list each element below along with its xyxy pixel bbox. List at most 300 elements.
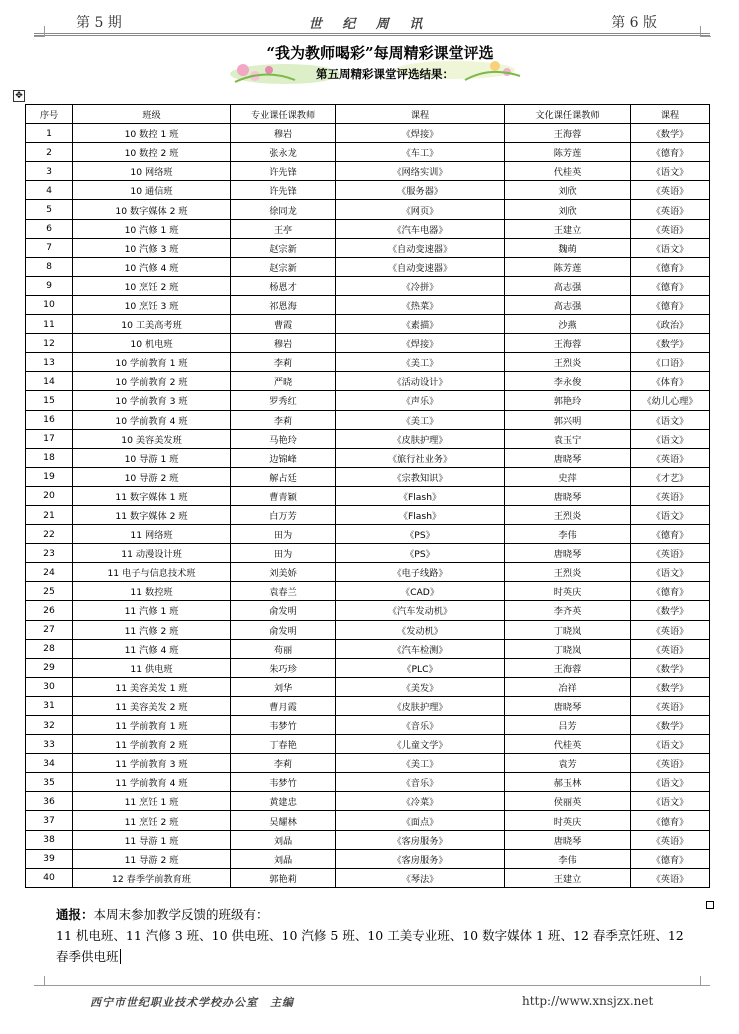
major-course-cell: 《自动变速器》 bbox=[336, 257, 505, 276]
culture-course-cell: 《口语》 bbox=[631, 353, 710, 372]
major-teacher-cell: 罗秀红 bbox=[231, 391, 336, 410]
major-course-cell: 《焊接》 bbox=[336, 124, 505, 143]
major-teacher-cell: 马艳玲 bbox=[231, 429, 336, 448]
major-course-cell: 《PLC》 bbox=[336, 658, 505, 677]
row-number-cell: 17 bbox=[26, 429, 73, 448]
class-name-cell: 11 烹饪 2 班 bbox=[73, 811, 231, 830]
major-teacher-cell: 俞发明 bbox=[231, 620, 336, 639]
row-number-cell: 26 bbox=[26, 601, 73, 620]
culture-teacher-cell: 袁玉宁 bbox=[505, 429, 631, 448]
major-teacher-cell: 许先锋 bbox=[231, 162, 336, 181]
culture-course-cell: 《德育》 bbox=[631, 849, 710, 868]
major-teacher-cell: 曹月霞 bbox=[231, 696, 336, 715]
notice-intro: 本周末参加教学反馈的班级有： bbox=[93, 907, 269, 922]
major-course-cell: 《皮肤护理》 bbox=[336, 696, 505, 715]
culture-course-cell: 《数学》 bbox=[631, 124, 710, 143]
major-course-cell: 《汽车检测》 bbox=[336, 639, 505, 658]
table-header-row bbox=[26, 105, 710, 124]
corner-mark-top-left bbox=[34, 26, 45, 37]
major-course-cell: 《热菜》 bbox=[336, 295, 505, 314]
culture-course-cell: 《德育》 bbox=[631, 811, 710, 830]
column-header-number: 序号 bbox=[26, 105, 73, 124]
culture-teacher-cell: 魏萌 bbox=[505, 238, 631, 257]
row-number-cell: 36 bbox=[26, 792, 73, 811]
table-row bbox=[26, 486, 710, 505]
class-name-cell: 10 汽修 4 班 bbox=[73, 257, 231, 276]
class-name-cell: 10 通信班 bbox=[73, 181, 231, 200]
major-teacher-cell: 刘美娇 bbox=[231, 563, 336, 582]
class-name-cell: 11 学前教育 2 班 bbox=[73, 735, 231, 754]
major-course-cell: 《美工》 bbox=[336, 353, 505, 372]
major-course-cell: 《旅行社业务》 bbox=[336, 448, 505, 467]
major-teacher-cell: 许先锋 bbox=[231, 181, 336, 200]
class-name-cell: 11 数字媒体 2 班 bbox=[73, 505, 231, 524]
table-row bbox=[26, 735, 710, 754]
row-number-cell: 39 bbox=[26, 849, 73, 868]
major-course-cell: 《儿童文学》 bbox=[336, 735, 505, 754]
major-course-cell: 《音乐》 bbox=[336, 773, 505, 792]
row-number-cell: 30 bbox=[26, 677, 73, 696]
culture-teacher-cell: 王烈炎 bbox=[505, 353, 631, 372]
culture-teacher-cell: 王烈炎 bbox=[505, 505, 631, 524]
culture-course-cell: 《语文》 bbox=[631, 162, 710, 181]
class-name-cell: 11 美容美发 2 班 bbox=[73, 696, 231, 715]
table-move-handle-icon[interactable]: ✥ bbox=[13, 90, 25, 102]
row-number-cell: 9 bbox=[26, 276, 73, 295]
class-name-cell: 10 数控 1 班 bbox=[73, 124, 231, 143]
row-number-cell: 31 bbox=[26, 696, 73, 715]
major-teacher-cell: 杨恩才 bbox=[231, 276, 336, 295]
table-row bbox=[26, 849, 710, 868]
major-course-cell: 《素描》 bbox=[336, 315, 505, 334]
column-header-culture-teacher: 文化课任课教师 bbox=[505, 105, 631, 124]
row-number-cell: 12 bbox=[26, 334, 73, 353]
culture-teacher-cell: 时英庆 bbox=[505, 582, 631, 601]
row-number-cell: 11 bbox=[26, 315, 73, 334]
culture-teacher-cell: 唐晓琴 bbox=[505, 486, 631, 505]
class-name-cell: 10 烹饪 2 班 bbox=[73, 276, 231, 295]
culture-teacher-cell: 李永俊 bbox=[505, 372, 631, 391]
culture-course-cell: 《英语》 bbox=[631, 868, 710, 887]
major-course-cell: 《PS》 bbox=[336, 525, 505, 544]
culture-teacher-cell: 唐晓琴 bbox=[505, 544, 631, 563]
major-teacher-cell: 刘晶 bbox=[231, 849, 336, 868]
table-row bbox=[26, 830, 710, 849]
culture-course-cell: 《语文》 bbox=[631, 792, 710, 811]
culture-teacher-cell: 刘欣 bbox=[505, 200, 631, 219]
notice-label: 通报： bbox=[56, 907, 94, 922]
major-course-cell: 《Flash》 bbox=[336, 505, 505, 524]
row-number-cell: 29 bbox=[26, 658, 73, 677]
row-number-cell: 33 bbox=[26, 735, 73, 754]
table-row bbox=[26, 353, 710, 372]
row-number-cell: 14 bbox=[26, 372, 73, 391]
major-course-cell: 《客房服务》 bbox=[336, 849, 505, 868]
major-teacher-cell: 田为 bbox=[231, 525, 336, 544]
class-name-cell: 11 美容美发 1 班 bbox=[73, 677, 231, 696]
major-teacher-cell: 严晓 bbox=[231, 372, 336, 391]
culture-teacher-cell: 唐晓琴 bbox=[505, 696, 631, 715]
major-course-cell: 《服务器》 bbox=[336, 181, 505, 200]
major-teacher-cell: 朱巧珍 bbox=[231, 658, 336, 677]
table-row bbox=[26, 143, 710, 162]
major-course-cell: 《车工》 bbox=[336, 143, 505, 162]
major-course-cell: 《焊接》 bbox=[336, 334, 505, 353]
table-row bbox=[26, 334, 710, 353]
culture-course-cell: 《德育》 bbox=[631, 276, 710, 295]
culture-teacher-cell: 侯丽英 bbox=[505, 792, 631, 811]
column-header-class: 班级 bbox=[73, 105, 231, 124]
major-teacher-cell: 黄建忠 bbox=[231, 792, 336, 811]
culture-course-cell: 《数学》 bbox=[631, 658, 710, 677]
row-number-cell: 20 bbox=[26, 486, 73, 505]
class-name-cell: 12 春季学前教育班 bbox=[73, 868, 231, 887]
major-course-cell: 《汽车发动机》 bbox=[336, 601, 505, 620]
major-teacher-cell: 解占廷 bbox=[231, 467, 336, 486]
culture-teacher-cell: 唐晓琴 bbox=[505, 448, 631, 467]
major-teacher-cell: 穆岩 bbox=[231, 124, 336, 143]
major-course-cell: 《CAD》 bbox=[336, 582, 505, 601]
major-teacher-cell: 白万芳 bbox=[231, 505, 336, 524]
row-number-cell: 16 bbox=[26, 410, 73, 429]
table-row bbox=[26, 181, 710, 200]
culture-course-cell: 《德育》 bbox=[631, 143, 710, 162]
major-course-cell: 《美发》 bbox=[336, 677, 505, 696]
notice-class-list: 11 机电班、11 汽修 3 班、10 供电班、10 汽修 5 班、10 工美专业班、10 数字媒体 1 班、12 春季烹饪班、12 春季供电班 bbox=[56, 928, 684, 964]
major-course-cell: 《声乐》 bbox=[336, 391, 505, 410]
culture-teacher-cell: 王建立 bbox=[505, 219, 631, 238]
major-course-cell: 《发动机》 bbox=[336, 620, 505, 639]
table-row bbox=[26, 525, 710, 544]
culture-teacher-cell: 王海蓉 bbox=[505, 334, 631, 353]
table-row bbox=[26, 238, 710, 257]
header-rule bbox=[34, 33, 710, 36]
major-teacher-cell: 张永龙 bbox=[231, 143, 336, 162]
edition-number: 第 6 版 bbox=[611, 15, 657, 31]
culture-course-cell: 《英语》 bbox=[631, 696, 710, 715]
text-cursor bbox=[120, 949, 121, 964]
table-row bbox=[26, 429, 710, 448]
table-row bbox=[26, 773, 710, 792]
row-number-cell: 13 bbox=[26, 353, 73, 372]
major-course-cell: 《电子线路》 bbox=[336, 563, 505, 582]
major-teacher-cell: 李莉 bbox=[231, 410, 336, 429]
major-teacher-cell: 郭艳莉 bbox=[231, 868, 336, 887]
table-row bbox=[26, 276, 710, 295]
issue-number: 第 5 期 bbox=[76, 15, 122, 31]
culture-teacher-cell: 沙燕 bbox=[505, 315, 631, 334]
corner-mark-top-right bbox=[700, 26, 711, 37]
culture-course-cell: 《德育》 bbox=[631, 295, 710, 314]
table-row bbox=[26, 563, 710, 582]
culture-teacher-cell: 陈芳莲 bbox=[505, 257, 631, 276]
major-teacher-cell: 赵宗新 bbox=[231, 238, 336, 257]
culture-teacher-cell: 郭艳玲 bbox=[505, 391, 631, 410]
table-row bbox=[26, 601, 710, 620]
row-number-cell: 2 bbox=[26, 143, 73, 162]
culture-course-cell: 《语文》 bbox=[631, 505, 710, 524]
class-name-cell: 10 网络班 bbox=[73, 162, 231, 181]
newspaper-name: 世 纪 周 讯 bbox=[308, 17, 431, 32]
culture-course-cell: 《语文》 bbox=[631, 429, 710, 448]
row-number-cell: 7 bbox=[26, 238, 73, 257]
class-name-cell: 10 烹饪 3 班 bbox=[73, 295, 231, 314]
major-course-cell: 《音乐》 bbox=[336, 716, 505, 735]
class-name-cell: 11 导游 1 班 bbox=[73, 830, 231, 849]
table-row bbox=[26, 372, 710, 391]
class-name-cell: 11 汽修 4 班 bbox=[73, 639, 231, 658]
class-name-cell: 11 烹饪 1 班 bbox=[73, 792, 231, 811]
class-name-cell: 11 数控班 bbox=[73, 582, 231, 601]
table-row bbox=[26, 257, 710, 276]
culture-course-cell: 《英语》 bbox=[631, 639, 710, 658]
table-row bbox=[26, 200, 710, 219]
table-row bbox=[26, 716, 710, 735]
class-name-cell: 10 汽修 3 班 bbox=[73, 238, 231, 257]
footer-publisher: 西宁市世纪职业技术学校办公室 主编 bbox=[90, 996, 294, 1009]
major-course-cell: 《美工》 bbox=[336, 754, 505, 773]
culture-course-cell: 《幼儿心理》 bbox=[631, 391, 710, 410]
major-course-cell: 《美工》 bbox=[336, 410, 505, 429]
class-name-cell: 10 学前教育 1 班 bbox=[73, 353, 231, 372]
major-course-cell: 《面点》 bbox=[336, 811, 505, 830]
row-number-cell: 4 bbox=[26, 181, 73, 200]
culture-teacher-cell: 王烈炎 bbox=[505, 563, 631, 582]
row-number-cell: 8 bbox=[26, 257, 73, 276]
class-name-cell: 11 导游 2 班 bbox=[73, 849, 231, 868]
major-course-cell: 《宗教知识》 bbox=[336, 467, 505, 486]
class-name-cell: 10 学前教育 3 班 bbox=[73, 391, 231, 410]
culture-teacher-cell: 王海蓉 bbox=[505, 124, 631, 143]
class-name-cell: 11 动漫设计班 bbox=[73, 544, 231, 563]
class-name-cell: 11 学前教育 3 班 bbox=[73, 754, 231, 773]
row-number-cell: 24 bbox=[26, 563, 73, 582]
row-number-cell: 32 bbox=[26, 716, 73, 735]
table-row bbox=[26, 467, 710, 486]
major-course-cell: 《活动设计》 bbox=[336, 372, 505, 391]
notice-block bbox=[56, 904, 696, 967]
row-number-cell: 18 bbox=[26, 448, 73, 467]
row-number-cell: 15 bbox=[26, 391, 73, 410]
class-name-cell: 11 数字媒体 1 班 bbox=[73, 486, 231, 505]
class-name-cell: 11 学前教育 1 班 bbox=[73, 716, 231, 735]
results-table bbox=[25, 104, 710, 888]
title-banner bbox=[225, 40, 525, 88]
table-row bbox=[26, 582, 710, 601]
major-course-cell: 《冷菜》 bbox=[336, 792, 505, 811]
major-teacher-cell: 韦梦竹 bbox=[231, 716, 336, 735]
class-name-cell: 11 供电班 bbox=[73, 658, 231, 677]
major-teacher-cell: 吴耀林 bbox=[231, 811, 336, 830]
class-name-cell: 10 数字媒体 2 班 bbox=[73, 200, 231, 219]
culture-teacher-cell: 郝玉林 bbox=[505, 773, 631, 792]
culture-course-cell: 《英语》 bbox=[631, 620, 710, 639]
culture-teacher-cell: 吕芳 bbox=[505, 716, 631, 735]
culture-course-cell: 《语文》 bbox=[631, 773, 710, 792]
culture-course-cell: 《数学》 bbox=[631, 716, 710, 735]
row-number-cell: 19 bbox=[26, 467, 73, 486]
culture-course-cell: 《体育》 bbox=[631, 372, 710, 391]
column-header-major-course: 课程 bbox=[336, 105, 505, 124]
culture-course-cell: 《才艺》 bbox=[631, 467, 710, 486]
table-row bbox=[26, 315, 710, 334]
major-teacher-cell: 赵宗新 bbox=[231, 257, 336, 276]
culture-teacher-cell: 袁芳 bbox=[505, 754, 631, 773]
row-number-cell: 38 bbox=[26, 830, 73, 849]
row-number-cell: 1 bbox=[26, 124, 73, 143]
row-number-cell: 5 bbox=[26, 200, 73, 219]
culture-course-cell: 《数学》 bbox=[631, 677, 710, 696]
table-row bbox=[26, 677, 710, 696]
major-teacher-cell: 袁春兰 bbox=[231, 582, 336, 601]
footer-url[interactable]: http://www.xnsjzx.net bbox=[522, 994, 654, 1008]
class-name-cell: 10 学前教育 2 班 bbox=[73, 372, 231, 391]
culture-teacher-cell: 李伟 bbox=[505, 849, 631, 868]
footer-rule bbox=[34, 985, 710, 986]
culture-teacher-cell: 丁晓岚 bbox=[505, 639, 631, 658]
major-teacher-cell: 丁春艳 bbox=[231, 735, 336, 754]
culture-course-cell: 《政治》 bbox=[631, 315, 710, 334]
major-teacher-cell: 李莉 bbox=[231, 754, 336, 773]
class-name-cell: 11 学前教育 4 班 bbox=[73, 773, 231, 792]
culture-course-cell: 《德育》 bbox=[631, 582, 710, 601]
row-number-cell: 34 bbox=[26, 754, 73, 773]
table-row bbox=[26, 410, 710, 429]
table-row bbox=[26, 448, 710, 467]
culture-teacher-cell: 刘欣 bbox=[505, 181, 631, 200]
table-row bbox=[26, 696, 710, 715]
major-course-cell: 《网络实训》 bbox=[336, 162, 505, 181]
row-number-cell: 25 bbox=[26, 582, 73, 601]
class-name-cell: 11 网络班 bbox=[73, 525, 231, 544]
major-course-cell: 《Flash》 bbox=[336, 486, 505, 505]
major-teacher-cell: 苟丽 bbox=[231, 639, 336, 658]
column-header-culture-course: 课程 bbox=[631, 105, 710, 124]
culture-course-cell: 《英语》 bbox=[631, 830, 710, 849]
table-row bbox=[26, 792, 710, 811]
table-row bbox=[26, 162, 710, 181]
major-teacher-cell: 曹霞 bbox=[231, 315, 336, 334]
culture-teacher-cell: 高志强 bbox=[505, 276, 631, 295]
class-name-cell: 10 美容美发班 bbox=[73, 429, 231, 448]
major-course-cell: 《皮肤护理》 bbox=[336, 429, 505, 448]
culture-course-cell: 《数学》 bbox=[631, 601, 710, 620]
major-course-cell: 《客房服务》 bbox=[336, 830, 505, 849]
major-course-cell: 《网页》 bbox=[336, 200, 505, 219]
column-header-major-teacher: 专业课任课教师 bbox=[231, 105, 336, 124]
major-course-cell: 《汽车电器》 bbox=[336, 219, 505, 238]
page-header bbox=[0, 10, 739, 32]
class-name-cell: 10 导游 1 班 bbox=[73, 448, 231, 467]
major-teacher-cell: 俞发明 bbox=[231, 601, 336, 620]
table-row bbox=[26, 505, 710, 524]
resize-handle[interactable] bbox=[706, 901, 714, 909]
culture-teacher-cell: 时英庆 bbox=[505, 811, 631, 830]
row-number-cell: 27 bbox=[26, 620, 73, 639]
row-number-cell: 21 bbox=[26, 505, 73, 524]
culture-teacher-cell: 冶祥 bbox=[505, 677, 631, 696]
culture-course-cell: 《语文》 bbox=[631, 238, 710, 257]
table-row bbox=[26, 811, 710, 830]
major-course-cell: 《冷拼》 bbox=[336, 276, 505, 295]
row-number-cell: 10 bbox=[26, 295, 73, 314]
row-number-cell: 6 bbox=[26, 219, 73, 238]
class-name-cell: 10 汽修 1 班 bbox=[73, 219, 231, 238]
culture-teacher-cell: 丁晓岚 bbox=[505, 620, 631, 639]
row-number-cell: 40 bbox=[26, 868, 73, 887]
culture-course-cell: 《数学》 bbox=[631, 334, 710, 353]
table-row bbox=[26, 391, 710, 410]
culture-teacher-cell: 高志强 bbox=[505, 295, 631, 314]
major-teacher-cell: 韦梦竹 bbox=[231, 773, 336, 792]
culture-teacher-cell: 王建立 bbox=[505, 868, 631, 887]
table-row bbox=[26, 754, 710, 773]
culture-teacher-cell: 李伟 bbox=[505, 525, 631, 544]
row-number-cell: 37 bbox=[26, 811, 73, 830]
major-teacher-cell: 李莉 bbox=[231, 353, 336, 372]
culture-teacher-cell: 陈芳莲 bbox=[505, 143, 631, 162]
row-number-cell: 35 bbox=[26, 773, 73, 792]
culture-teacher-cell: 李齐英 bbox=[505, 601, 631, 620]
class-name-cell: 10 学前教育 4 班 bbox=[73, 410, 231, 429]
major-teacher-cell: 田为 bbox=[231, 544, 336, 563]
table-row bbox=[26, 639, 710, 658]
major-course-cell: 《琴法》 bbox=[336, 868, 505, 887]
table-row bbox=[26, 658, 710, 677]
major-course-cell: 《自动变速器》 bbox=[336, 238, 505, 257]
culture-course-cell: 《英语》 bbox=[631, 544, 710, 563]
culture-teacher-cell: 代桂英 bbox=[505, 162, 631, 181]
major-teacher-cell: 王亭 bbox=[231, 219, 336, 238]
table-row bbox=[26, 868, 710, 887]
culture-teacher-cell: 史萍 bbox=[505, 467, 631, 486]
row-number-cell: 23 bbox=[26, 544, 73, 563]
culture-teacher-cell: 郭兴明 bbox=[505, 410, 631, 429]
culture-course-cell: 《语文》 bbox=[631, 410, 710, 429]
row-number-cell: 3 bbox=[26, 162, 73, 181]
major-teacher-cell: 祁恩海 bbox=[231, 295, 336, 314]
major-teacher-cell: 刘晶 bbox=[231, 830, 336, 849]
table-row bbox=[26, 219, 710, 238]
culture-course-cell: 《英语》 bbox=[631, 219, 710, 238]
class-name-cell: 11 汽修 1 班 bbox=[73, 601, 231, 620]
class-name-cell: 10 导游 2 班 bbox=[73, 467, 231, 486]
culture-course-cell: 《英语》 bbox=[631, 486, 710, 505]
major-teacher-cell: 徐同龙 bbox=[231, 200, 336, 219]
class-name-cell: 11 电子与信息技术班 bbox=[73, 563, 231, 582]
banner-title: “我为教师喝彩”每周精彩课堂评选 bbox=[266, 44, 494, 62]
table-row bbox=[26, 620, 710, 639]
row-number-cell: 22 bbox=[26, 525, 73, 544]
major-teacher-cell: 刘华 bbox=[231, 677, 336, 696]
culture-course-cell: 《德育》 bbox=[631, 257, 710, 276]
culture-course-cell: 《英语》 bbox=[631, 181, 710, 200]
culture-teacher-cell: 代桂英 bbox=[505, 735, 631, 754]
culture-teacher-cell: 王海蓉 bbox=[505, 658, 631, 677]
major-teacher-cell: 曹青颖 bbox=[231, 486, 336, 505]
major-course-cell: 《PS》 bbox=[336, 544, 505, 563]
culture-course-cell: 《英语》 bbox=[631, 754, 710, 773]
class-name-cell: 10 数控 2 班 bbox=[73, 143, 231, 162]
culture-course-cell: 《德育》 bbox=[631, 525, 710, 544]
culture-course-cell: 《英语》 bbox=[631, 448, 710, 467]
major-teacher-cell: 穆岩 bbox=[231, 334, 336, 353]
class-name-cell: 11 汽修 2 班 bbox=[73, 620, 231, 639]
table-row bbox=[26, 295, 710, 314]
class-name-cell: 10 机电班 bbox=[73, 334, 231, 353]
culture-course-cell: 《英语》 bbox=[631, 200, 710, 219]
banner-subtitle: 第五周精彩课堂评选结果： bbox=[316, 67, 454, 81]
